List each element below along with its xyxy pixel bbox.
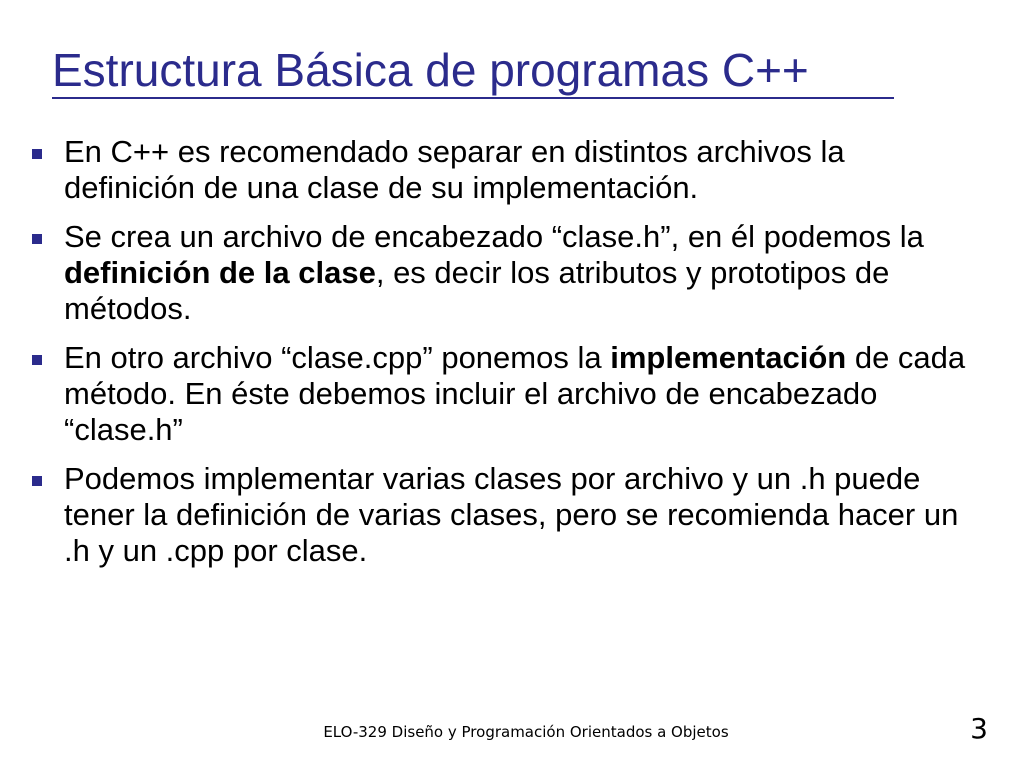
- slide-title: Estructura Básica de programas C++: [52, 44, 809, 96]
- square-bullet-icon: [32, 476, 42, 486]
- bullet-text: [64, 134, 982, 206]
- bullet-text-emphasis: definición de la clase: [64, 255, 376, 290]
- bullet-item: [22, 134, 982, 206]
- bullet-item: [22, 461, 982, 569]
- bullet-item: [22, 340, 982, 448]
- title-underline: [52, 97, 894, 99]
- bullet-text-segment: de cada método. En éste debemos incluir el archivo de encabezado “clase.h”: [64, 340, 966, 447]
- bullet-item: [22, 219, 982, 327]
- bullet-text-segment: , es decir los atributos y prototipos de métodos.: [64, 255, 890, 326]
- bullet-list: [22, 134, 982, 582]
- footer-text: ELO-329 Diseño y Programación Orientados a Objetos: [323, 723, 729, 741]
- bullet-text-segment: En C++ es recomendado separar en distintos archivos la definición de una clase de su implementación.: [64, 134, 845, 205]
- square-bullet-icon: [32, 149, 42, 159]
- bullet-text-segment: Se crea un archivo de encabezado “clase.h”, en él podemos la: [64, 219, 924, 254]
- bullet-text: [64, 340, 982, 448]
- square-bullet-icon: [32, 234, 42, 244]
- bullet-text: [64, 461, 982, 569]
- bullet-text: [64, 219, 982, 327]
- page-number: 3: [970, 712, 988, 745]
- bullet-text-segment: Podemos implementar varias clases por archivo y un .h puede tener la definición de varias clases, pero se recomienda hacer un .h y un .cpp por clase.: [64, 461, 959, 568]
- bullet-text-segment: En otro archivo “clase.cpp” ponemos la: [64, 340, 611, 375]
- square-bullet-icon: [32, 355, 42, 365]
- slide-footer: [0, 723, 1024, 741]
- bullet-text-emphasis: implementación: [610, 340, 847, 375]
